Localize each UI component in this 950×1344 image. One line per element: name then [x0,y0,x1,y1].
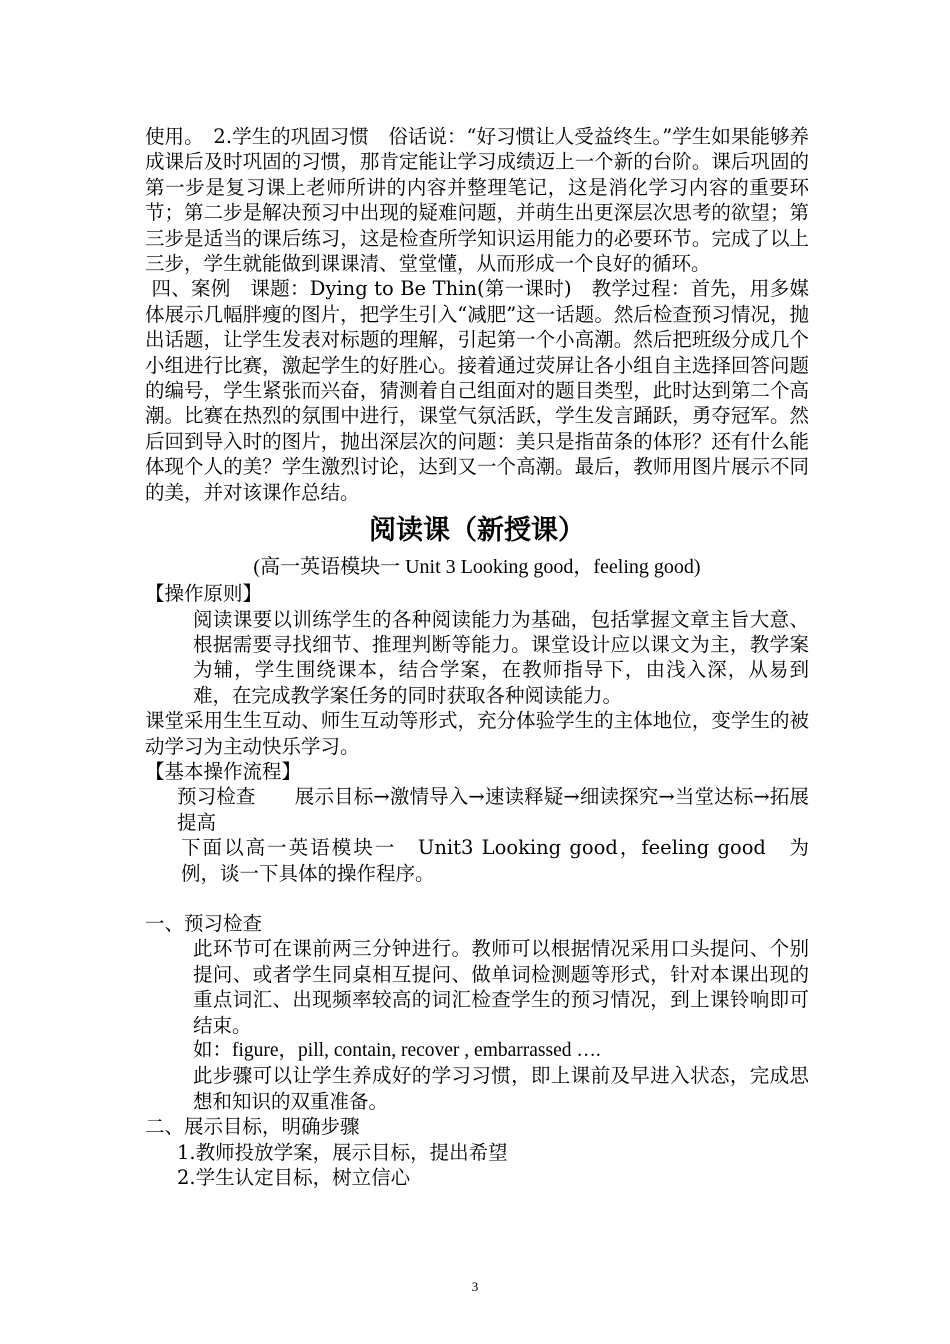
paragraph-case-study: 四、案例 课题：Dying to Be Thin(第一课时) 教学过程：首先，用多媒体展示几幅胖瘦的图片，把学生引入“减肥”这一话题。然后检查预习情况，抛出话题，让学生发表对标题的理解，引起第一个小高潮。然后把班级分成几个小组进行比赛，激起学生的好胜心。接着通过荧屏让各小组自主选择回答问题的编号，学生紧张而兴奋，猜测着自己组面对的题目类型，此时达到第二个高潮。比赛在热烈的氛围中进行，课堂气氛活跃，学生发言踊跃，勇夺冠军。然后回到导入时的图片，抛出深层次的问题：美只是指苗条的体形？还有什么能体现个人的美？学生激烈讨论，达到又一个高潮。最后，教师用图片展示不同的美，并对该课作总结。 [145,277,809,504]
paragraph-study-habits: 使用。 2.学生的巩固习惯 俗话说：“好习惯让人受益终生。”学生如果能够养成课后及时巩固的习惯，那肯定能让学习成绩迈上一个新的台阶。课后巩固的第一步是复习课上老师所讲的内容并整理笔记，这是消化学习内容的重要环节；第二步是解决预习中出现的疑难问题，并萌生出更深层次思考的欲望；第三步是适当的课后练习，这是检查所学知识运用能力的必要环节。完成了以上三步，学生就能做到课课清、堂堂懂，从而形成一个良好的循环。 [145,125,809,276]
principle-paragraph-1: 阅读课要以训练学生的各种阅读能力为基础，包括掌握文章主旨大意、根据需要寻找细节、推理判断等能力。课堂设计应以课文为主，教学案为辅，学生围绕课本，结合学案，在教师指导下，由浅入深，从易到难，在完成教学案任务的同时获取各种阅读能力。 [193,607,809,707]
flow-label: 【基本操作流程】 [145,759,302,783]
step1-paragraph-2: 此步骤可以让学生养成好的学习习惯，即上课前及早进入状态，完成思想和知识的双重准备。 [193,1064,809,1113]
section-subtitle: (高一英语模块一 Unit 3 Looking good，feeling good) [253,556,701,579]
step2-item-1: 1.教师投放学案，展示目标，提出希望 [177,1140,508,1164]
step2-item-2: 2.学生认定目标，树立信心 [177,1166,411,1190]
step2-title: 二、展示目标，明确步骤 [145,1115,360,1139]
principle-label: 【操作原则】 [145,582,263,606]
page-content [145,124,809,1190]
blank-line [145,886,809,911]
page-number: 3 [471,1279,479,1294]
step1-example: 如：figure，pill, contain, recover , embarrassed …. [193,1040,601,1061]
step1-title: 一、预习检查 [145,911,263,935]
flow-steps: 预习检查 展示目标→激情导入→速读释疑→细读探究→当堂达标→拓展提高 [177,785,809,834]
step1-paragraph-1: 此环节可在课前两三分钟进行。教师可以根据情况采用口头提问、个别提问、或者学生同桌相互提问、做单词检测题等形式，针对本课出现的重点词汇、出现频率较高的词汇检查学生的预习情况，到上课铃响即可结束。 [193,937,809,1037]
example-intro: 下面以高一英语模块一 Unit3 Looking good，feeling good 为例，谈一下具体的操作程序。 [181,836,809,885]
section-title: 阅读课（新授课） [369,515,585,547]
principle-paragraph-2: 课堂采用生生互动、师生互动等形式，充分体验学生的主体地位，变学生的被动学习为主动快乐学习。 [145,709,809,758]
